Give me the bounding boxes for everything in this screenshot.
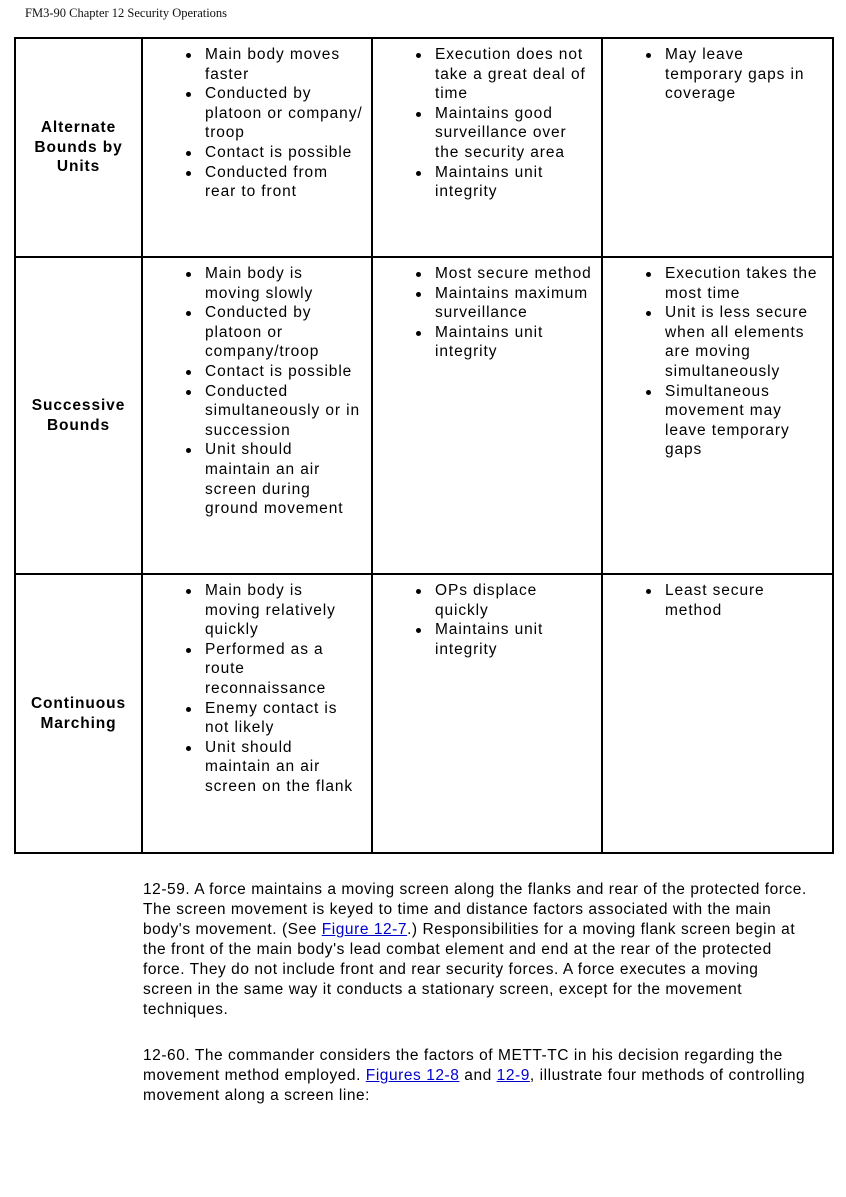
disadvantages-cell [602, 574, 833, 853]
paragraph-12-59: 12-59. A force maintains a moving screen along the flanks and rear of the protected force. The screen movement is keyed to time and distance factors associated with the main body's movement. (See Figure 12-7.) Responsibilities for a moving flank screen begin at the front of the main body's lead combat element and end at the rear of the protected force. They do not include front and rear security forces. A force executes a moving screen in the same way it conducts a stationary screen, except for the movement techniques. [143, 881, 807, 1018]
list-item: Maintains maximum surveillance [435, 284, 593, 323]
bullet-list [373, 45, 601, 202]
list-item: Conducted by platoon or company/ troop [205, 85, 363, 142]
bullet-list [603, 581, 832, 620]
list-item: Execution takes the most time [665, 264, 824, 303]
list-item: Simultaneous movement may leave temporary gaps [665, 382, 824, 460]
list-item: Unit is less secure when all elements are moving simultaneously [665, 303, 824, 381]
list-item: Maintains unit integrity [435, 620, 593, 659]
bullet-list [603, 264, 832, 460]
list-item: Maintains unit integrity [435, 163, 593, 202]
list-item: Unit should maintain an air screen during ground movement [205, 440, 363, 518]
page-header: FM3-90 Chapter 12 Security Operations [25, 6, 228, 20]
paragraph-12-60: 12-60. The commander considers the factors of METT-TC in his decision regarding the movement method employed. Figures 12-8 and 12-9, illustrate four methods of controlling movement along a screen line: [143, 1047, 806, 1104]
table-row [15, 257, 833, 574]
characteristics-cell [142, 38, 372, 257]
bullet-list [143, 264, 371, 519]
list-item: Contact is possible [205, 143, 363, 163]
list-item: Conducted from rear to front [205, 163, 363, 202]
method-name: Continuous Marching [15, 574, 142, 853]
list-item: May leave temporary gaps in coverage [665, 45, 824, 104]
bullet-list [373, 581, 601, 659]
movement-methods-table [14, 37, 834, 854]
figure-12-7-link[interactable]: Figure 12-7 [321, 921, 408, 938]
characteristics-cell [142, 257, 372, 574]
list-item: Conducted simultaneously or in succession [205, 382, 363, 441]
disadvantages-cell [602, 38, 833, 257]
list-item: Performed as a route reconnaissance [205, 640, 363, 699]
list-item: Contact is possible [205, 362, 363, 382]
figures-12-8-link[interactable]: Figures 12-8 [365, 1067, 460, 1084]
list-item: Least secure method [665, 581, 824, 620]
list-item: Maintains good surveillance over the security area [435, 104, 593, 163]
advantages-cell [372, 574, 602, 853]
list-item: Most secure method [435, 265, 592, 282]
list-item: Unit should maintain an air screen on the flank [205, 738, 363, 797]
table-row [15, 574, 833, 853]
list-item: Execution does not take a great deal of time [435, 45, 593, 104]
method-name: Alternate Bounds by Units [15, 38, 142, 257]
table-row [15, 38, 833, 257]
disadvantages-cell [602, 257, 833, 574]
bullet-list [373, 264, 601, 362]
advantages-cell [372, 257, 602, 574]
list-item: Maintains unit integrity [435, 323, 593, 362]
bullet-list [143, 581, 371, 797]
list-item: Main body moves faster [205, 45, 363, 84]
list-item: OPs displace quickly [435, 581, 593, 620]
figure-12-9-link[interactable]: 12-9 [496, 1067, 530, 1084]
list-item: Enemy contact is not likely [205, 699, 363, 738]
advantages-cell [372, 38, 602, 257]
bullet-list [143, 45, 371, 202]
list-item: Main body is moving slowly [205, 264, 363, 303]
list-item: Main body is moving relatively quickly [205, 581, 363, 640]
list-item: Conducted by platoon or company/troop [205, 303, 363, 362]
method-name: Successive Bounds [15, 257, 142, 574]
bullet-list [603, 45, 832, 104]
characteristics-cell [142, 574, 372, 853]
